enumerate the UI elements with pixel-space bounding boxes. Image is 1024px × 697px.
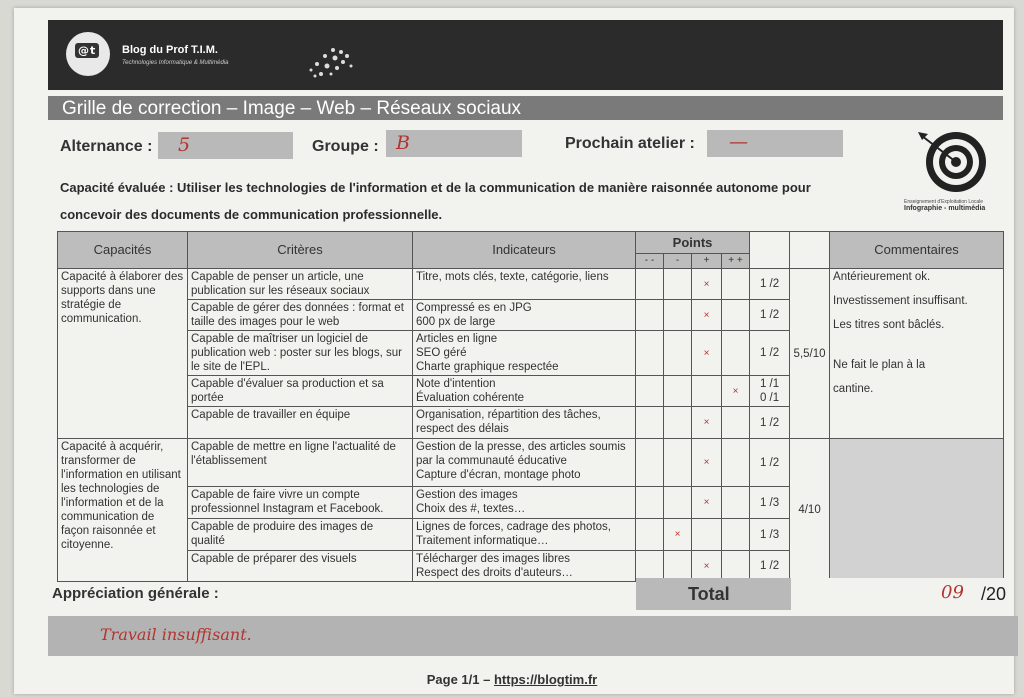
score-mark: × <box>703 417 710 428</box>
indicateur-cell: Compressé es en JPG 600 px de large <box>413 300 636 331</box>
criterion-score: 1 /3 <box>750 519 790 551</box>
total-label: Total <box>688 584 730 604</box>
total-score: 09 <box>941 582 964 603</box>
critere-cell: Capable de penser un article, une publication sur les réseaux sociaux <box>188 269 413 300</box>
critere-cell: Capable de produire des images de qualité <box>188 519 413 551</box>
target-logo-line1: Enseignement d'Exploitation Locale <box>904 199 984 205</box>
criterion-score: 1 /2 <box>750 331 790 376</box>
points-cell-2[interactable] <box>692 376 722 407</box>
indicateur-cell: Articles en ligne SEO géré Charte graphique respectée <box>413 331 636 376</box>
capacite-cell: Capacité à acquérir, transformer de l'information en utilisant les technologies de l'information et de la communication de façon raisonnée et citoyenne. <box>58 439 188 582</box>
alternance-value: 5 <box>178 134 191 156</box>
appreciation-value: Travail insuffisant. <box>100 625 252 644</box>
alternance-label: Alternance : <box>60 138 153 155</box>
points-cell-2[interactable] <box>692 551 722 582</box>
header-capacites: Capacités <box>58 232 188 269</box>
header-commentaires: Commentaires <box>830 232 1004 269</box>
atelier-field[interactable] <box>707 130 843 157</box>
points-cell-2[interactable] <box>692 487 722 519</box>
comment-line: Les titres sont bâclés. <box>833 319 945 331</box>
header-banner <box>48 20 1003 90</box>
blog-logo <box>66 32 110 76</box>
points-cell-1[interactable] <box>664 300 692 331</box>
points-cell-3[interactable] <box>722 439 750 487</box>
points-cell-3[interactable] <box>722 269 750 300</box>
indicateur-cell: Lignes de forces, cadrage des photos, Traitement informatique… <box>413 519 636 551</box>
indicateur-cell: Gestion de la presse, des articles soumis par la communauté éducative Capture d'écran, montage photo <box>413 439 636 487</box>
points-cell-0[interactable] <box>636 300 664 331</box>
points-cell-0[interactable] <box>636 519 664 551</box>
blog-subtitle: Technologies Informatique & Multimédia <box>122 60 229 66</box>
points-cell-2[interactable] <box>692 269 722 300</box>
criterion-score: 1 /3 <box>750 487 790 519</box>
atelier-label: Prochain atelier : <box>565 135 695 152</box>
points-cell-3[interactable] <box>722 331 750 376</box>
comment-line: Antérieurement ok. <box>833 271 931 283</box>
criterion-score: 1 /2 <box>750 439 790 487</box>
comment-cell[interactable] <box>830 439 1004 582</box>
criterion-score: 1 /2 <box>750 300 790 331</box>
points-cell-3[interactable] <box>722 300 750 331</box>
points-cell-3[interactable] <box>722 407 750 439</box>
points-cell-0[interactable] <box>636 407 664 439</box>
points-cell-1[interactable] <box>664 519 692 551</box>
capacite-evaluee-line1: Capacité évaluée : Utiliser les technologies de l'information et de la communication de manière raisonnée autonome pour <box>60 180 811 195</box>
criterion-score: 1 /2 <box>750 551 790 582</box>
footer <box>0 672 1024 687</box>
indicateur-cell: Gestion des images Choix des #, textes… <box>413 487 636 519</box>
groupe-field[interactable] <box>386 130 522 157</box>
groupe-value: B <box>396 132 410 154</box>
points-cell-1[interactable] <box>664 551 692 582</box>
points-cell-0[interactable] <box>636 331 664 376</box>
points-cell-1[interactable] <box>664 407 692 439</box>
critere-cell: Capable de gérer des données : format et taille des images pour le web <box>188 300 413 331</box>
group-score: 4/10 <box>790 439 830 582</box>
points-cell-0[interactable] <box>636 487 664 519</box>
comment-line: cantine. <box>833 383 874 395</box>
groupe-label: Groupe : <box>312 138 379 155</box>
appreciation-field[interactable] <box>48 616 1018 656</box>
appreciation-label: Appréciation générale : <box>52 585 219 602</box>
points-cell-2[interactable] <box>692 439 722 487</box>
header-points: Points <box>636 232 750 254</box>
points-cell-1[interactable] <box>664 269 692 300</box>
target-icon <box>904 128 1000 194</box>
indicateur-cell: Télécharger des images libres Respect des droits d'auteurs… <box>413 551 636 582</box>
points-cell-0[interactable] <box>636 439 664 487</box>
table-row <box>58 439 1004 487</box>
score-mark: × <box>703 497 710 508</box>
capacite-cell: Capacité à élaborer des supports dans une stratégie de communication. <box>58 269 188 439</box>
score-mark: × <box>703 278 710 290</box>
points-cell-1[interactable] <box>664 487 692 519</box>
total-box <box>636 578 791 610</box>
points-cell-2[interactable] <box>692 300 722 331</box>
group-score: 5,5/10 <box>790 269 830 439</box>
capacite-evaluee-line2: concevoir des documents de communication professionnelle. <box>60 207 443 222</box>
criterion-score: 1 /2 <box>750 407 790 439</box>
critere-cell: Capable de travailler en équipe <box>188 407 413 439</box>
blog-logo-text: @t <box>75 43 99 58</box>
atelier-value: — <box>729 131 748 153</box>
network-dots-icon <box>303 46 363 80</box>
comment-line: Ne fait le plan à la <box>833 359 926 371</box>
points-cell-2[interactable] <box>692 331 722 376</box>
header-indicateurs: Indicateurs <box>413 232 636 269</box>
indicateur-cell: Titre, mots clés, texte, catégorie, liens <box>413 269 636 300</box>
score-mark: × <box>703 457 710 468</box>
points-cell-0[interactable] <box>636 376 664 407</box>
points-cell-1[interactable] <box>664 376 692 407</box>
comment-cell[interactable] <box>830 269 1004 439</box>
score-mark: × <box>732 385 739 397</box>
header-level-very-high: + + <box>722 254 750 269</box>
points-cell-1[interactable] <box>664 439 692 487</box>
footer-page: Page 1/1 – <box>426 672 494 687</box>
header-level-high: + <box>692 254 722 269</box>
blog-name: Blog du Prof T.I.M. <box>122 44 218 56</box>
points-cell-3[interactable] <box>722 487 750 519</box>
score-mark: × <box>703 347 710 359</box>
page-title: Grille de correction – Image – Web – Réseaux sociaux <box>62 98 522 119</box>
points-cell-3[interactable] <box>722 551 750 582</box>
total-max: /20 <box>981 584 1007 604</box>
criterion-score: 1 /2 <box>750 269 790 300</box>
points-cell-2[interactable] <box>692 519 722 551</box>
points-cell-3[interactable] <box>722 519 750 551</box>
critere-cell: Capable de faire vivre un compte professionnel Instagram et Facebook. <box>188 487 413 519</box>
header-level-very-low: - - <box>636 254 664 269</box>
criterion-score: 1 /1 0 /1 <box>750 376 790 407</box>
points-cell-2[interactable] <box>692 407 722 439</box>
score-mark: × <box>703 560 710 572</box>
critere-cell: Capable de mettre en ligne l'actualité de l'établissement <box>188 439 413 487</box>
header-level-low: - <box>664 254 692 269</box>
target-logo-line2: Infographie - multimédia <box>904 205 986 212</box>
indicateur-cell: Note d'intention Évaluation cohérente <box>413 376 636 407</box>
target-logo <box>904 128 1000 220</box>
table-row <box>58 269 1004 300</box>
total-score-box <box>791 578 1012 610</box>
indicateur-cell: Organisation, répartition des tâches, respect des délais <box>413 407 636 439</box>
critere-cell: Capable de préparer des visuels <box>188 551 413 582</box>
score-mark: × <box>703 309 710 321</box>
grading-table <box>57 231 1004 582</box>
points-cell-0[interactable] <box>636 551 664 582</box>
alternance-field[interactable] <box>158 132 293 159</box>
points-cell-0[interactable] <box>636 269 664 300</box>
critere-cell: Capable d'évaluer sa production et sa portée <box>188 376 413 407</box>
points-cell-1[interactable] <box>664 331 692 376</box>
footer-link[interactable]: https://blogtim.fr <box>493 672 598 687</box>
title-bar <box>48 96 1003 120</box>
comment-line: Investissement insuffisant. <box>833 295 968 307</box>
score-mark: × <box>674 529 681 540</box>
points-cell-3[interactable] <box>722 376 750 407</box>
header-criteres: Critères <box>188 232 413 269</box>
critere-cell: Capable de maîtriser un logiciel de publication web : poster sur les blogs, sur le site de l'EPL. <box>188 331 413 376</box>
